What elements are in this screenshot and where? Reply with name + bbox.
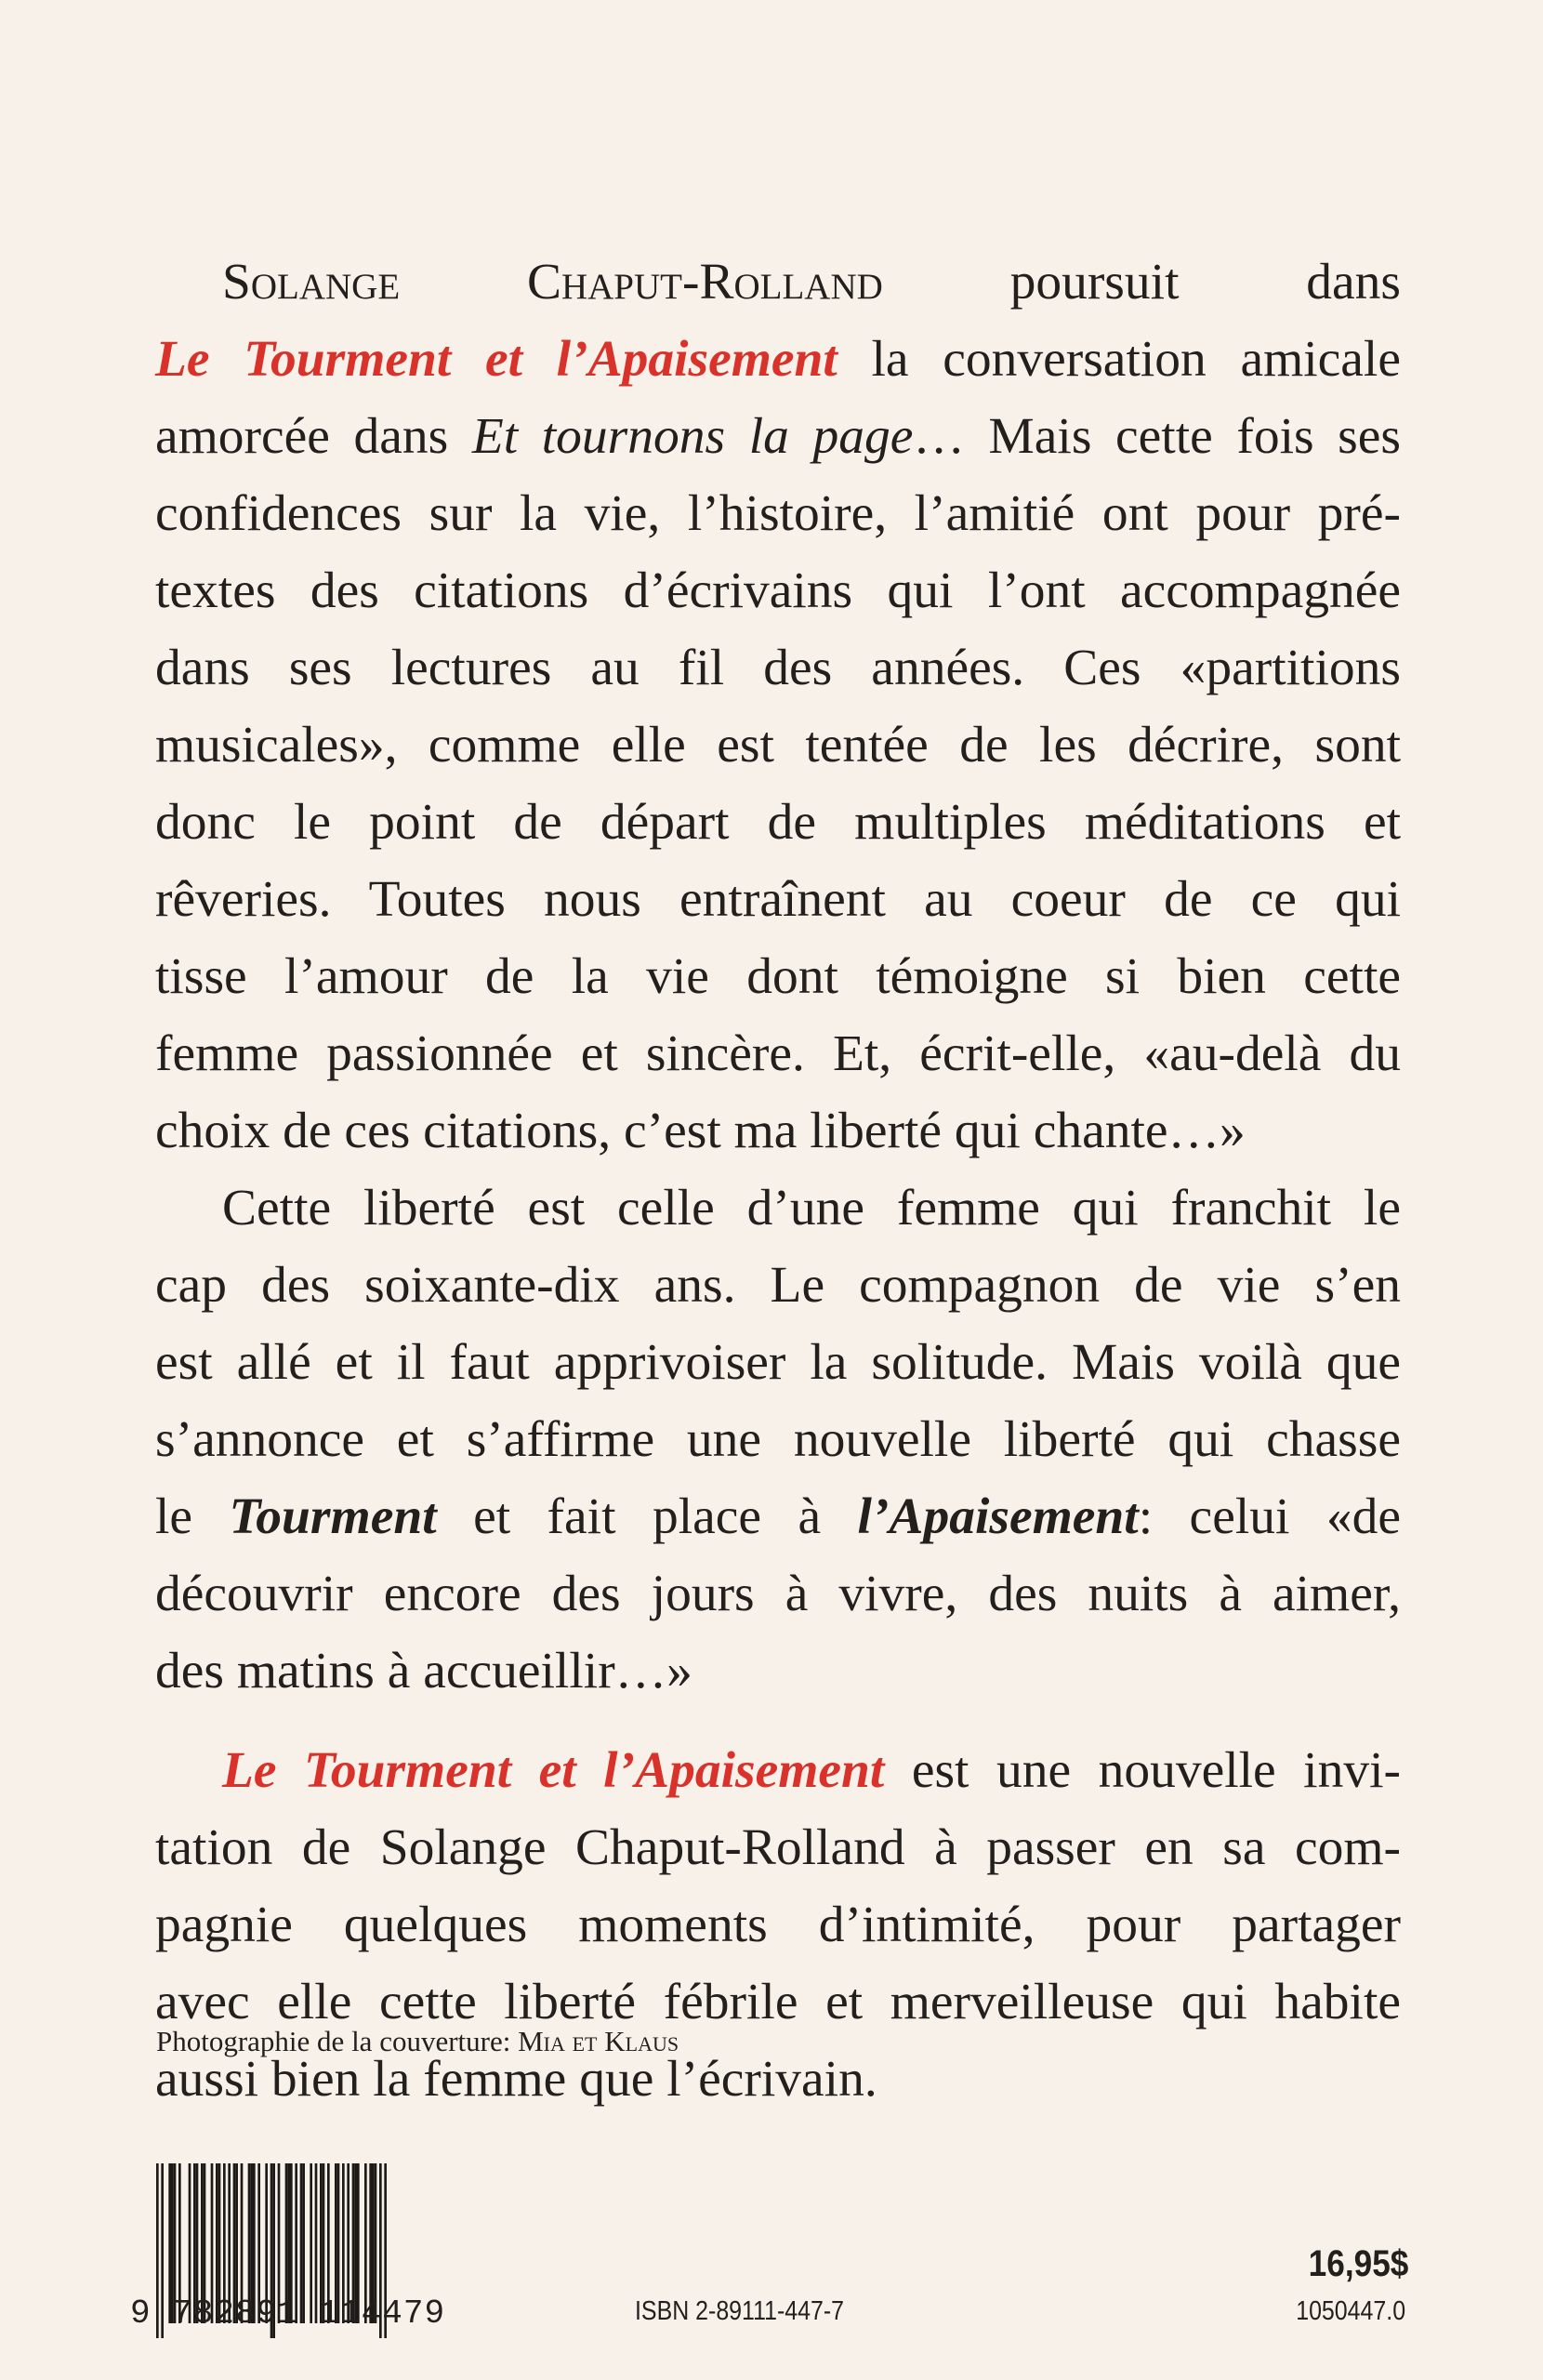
text-line: donc le point de départ de multiples méditations et [155,794,1401,851]
text-line [155,1478,1401,1555]
text-line: avec elle cette liberté fébrile et merveilleuse qui habite [155,1974,1401,2030]
author-name: Solange Chaput-Rolland [222,254,883,311]
text-line: Cette liberté est celle d’une femme qui franchit le [222,1180,1401,1236]
text-span: le [155,1488,230,1545]
text-line: cap des soixante-dix ans. Le compagnon de vie s’en [155,1257,1401,1314]
book-title: Le Tourment et l’Apaisement [155,331,837,388]
paragraph-1 [155,244,1401,1170]
emphasis-tourment: Tourment [229,1488,437,1545]
text-line [155,244,1401,321]
text-line: confidences sur la vie, l’histoire, l’amitié ont pour pré- [155,485,1401,542]
product-code: 1050447.0 [1296,2296,1405,2326]
text-line: musicales», comme elle est tentée de les décrire, sont [155,717,1401,774]
paragraph-2 [155,1170,1401,1710]
text-span: amorcée dans [155,408,472,465]
text-span: la conversation amicale [837,331,1401,388]
isbn: ISBN 2-89111-447-7 [635,2296,845,2326]
text-span: est une nouvelle invi- [884,1742,1401,1799]
text-line: rêveries. Toutes nous entraînent au coeur de ce qui [155,871,1401,928]
text-line: dans ses lectures au fil des années. Ces «partitions [155,640,1401,696]
text-line: choix de ces citations, c’est ma liberté qui chante…» [155,1103,1246,1159]
paragraph-gap [155,1710,1401,1732]
text-span: poursuit dans [882,254,1401,311]
photo-credit-label: Photographie de la couverture: [156,2025,519,2057]
text-line: des matins à accueillir…» [155,1643,692,1699]
text-line: découvrir encore des jours à vivre, des nuits à aimer, [155,1566,1401,1622]
text-line: textes des citations d’écrivains qui l’ont accompagnée [155,562,1401,619]
back-cover-text [155,244,1401,2118]
referenced-title: Et tournons la page [471,408,914,465]
text-span: : celui «de [1138,1488,1401,1545]
photo-credit [156,2025,679,2058]
book-title: Le Tourment et l’Apaisement [222,1742,885,1799]
photographer-names: Mia et Klaus [518,2025,679,2057]
text-span: et fait place à [436,1488,858,1545]
text-line: aussi bien la femme que l’écrivain. [155,2051,877,2108]
text-line [155,398,1401,475]
text-line [155,321,1401,398]
text-line: tation de Solange Chaput-Rolland à passer en sa com- [155,1819,1401,1876]
text-line: pagnie quelques moments d’intimité, pour partager [155,1897,1401,1953]
emphasis-apaisement: l’Apaisement [857,1488,1139,1545]
price: 16,95$ [1308,2243,1408,2284]
text-line [155,1732,1401,1809]
text-line: est allé et il faut apprivoiser la solitude. Mais voilà que [155,1334,1401,1391]
barcode-digits: 9 782891 114479 [130,2294,446,2333]
text-line: tisse l’amour de la vie dont témoigne si bien cette [155,948,1401,1005]
text-line: s’annonce et s’affirme une nouvelle liberté qui chasse [155,1411,1401,1468]
paragraph-3 [155,1732,1401,2118]
text-line: femme passionnée et sincère. Et, écrit-elle, «au-delà du [155,1025,1401,1082]
text-span: … Mais cette fois ses [913,408,1401,465]
